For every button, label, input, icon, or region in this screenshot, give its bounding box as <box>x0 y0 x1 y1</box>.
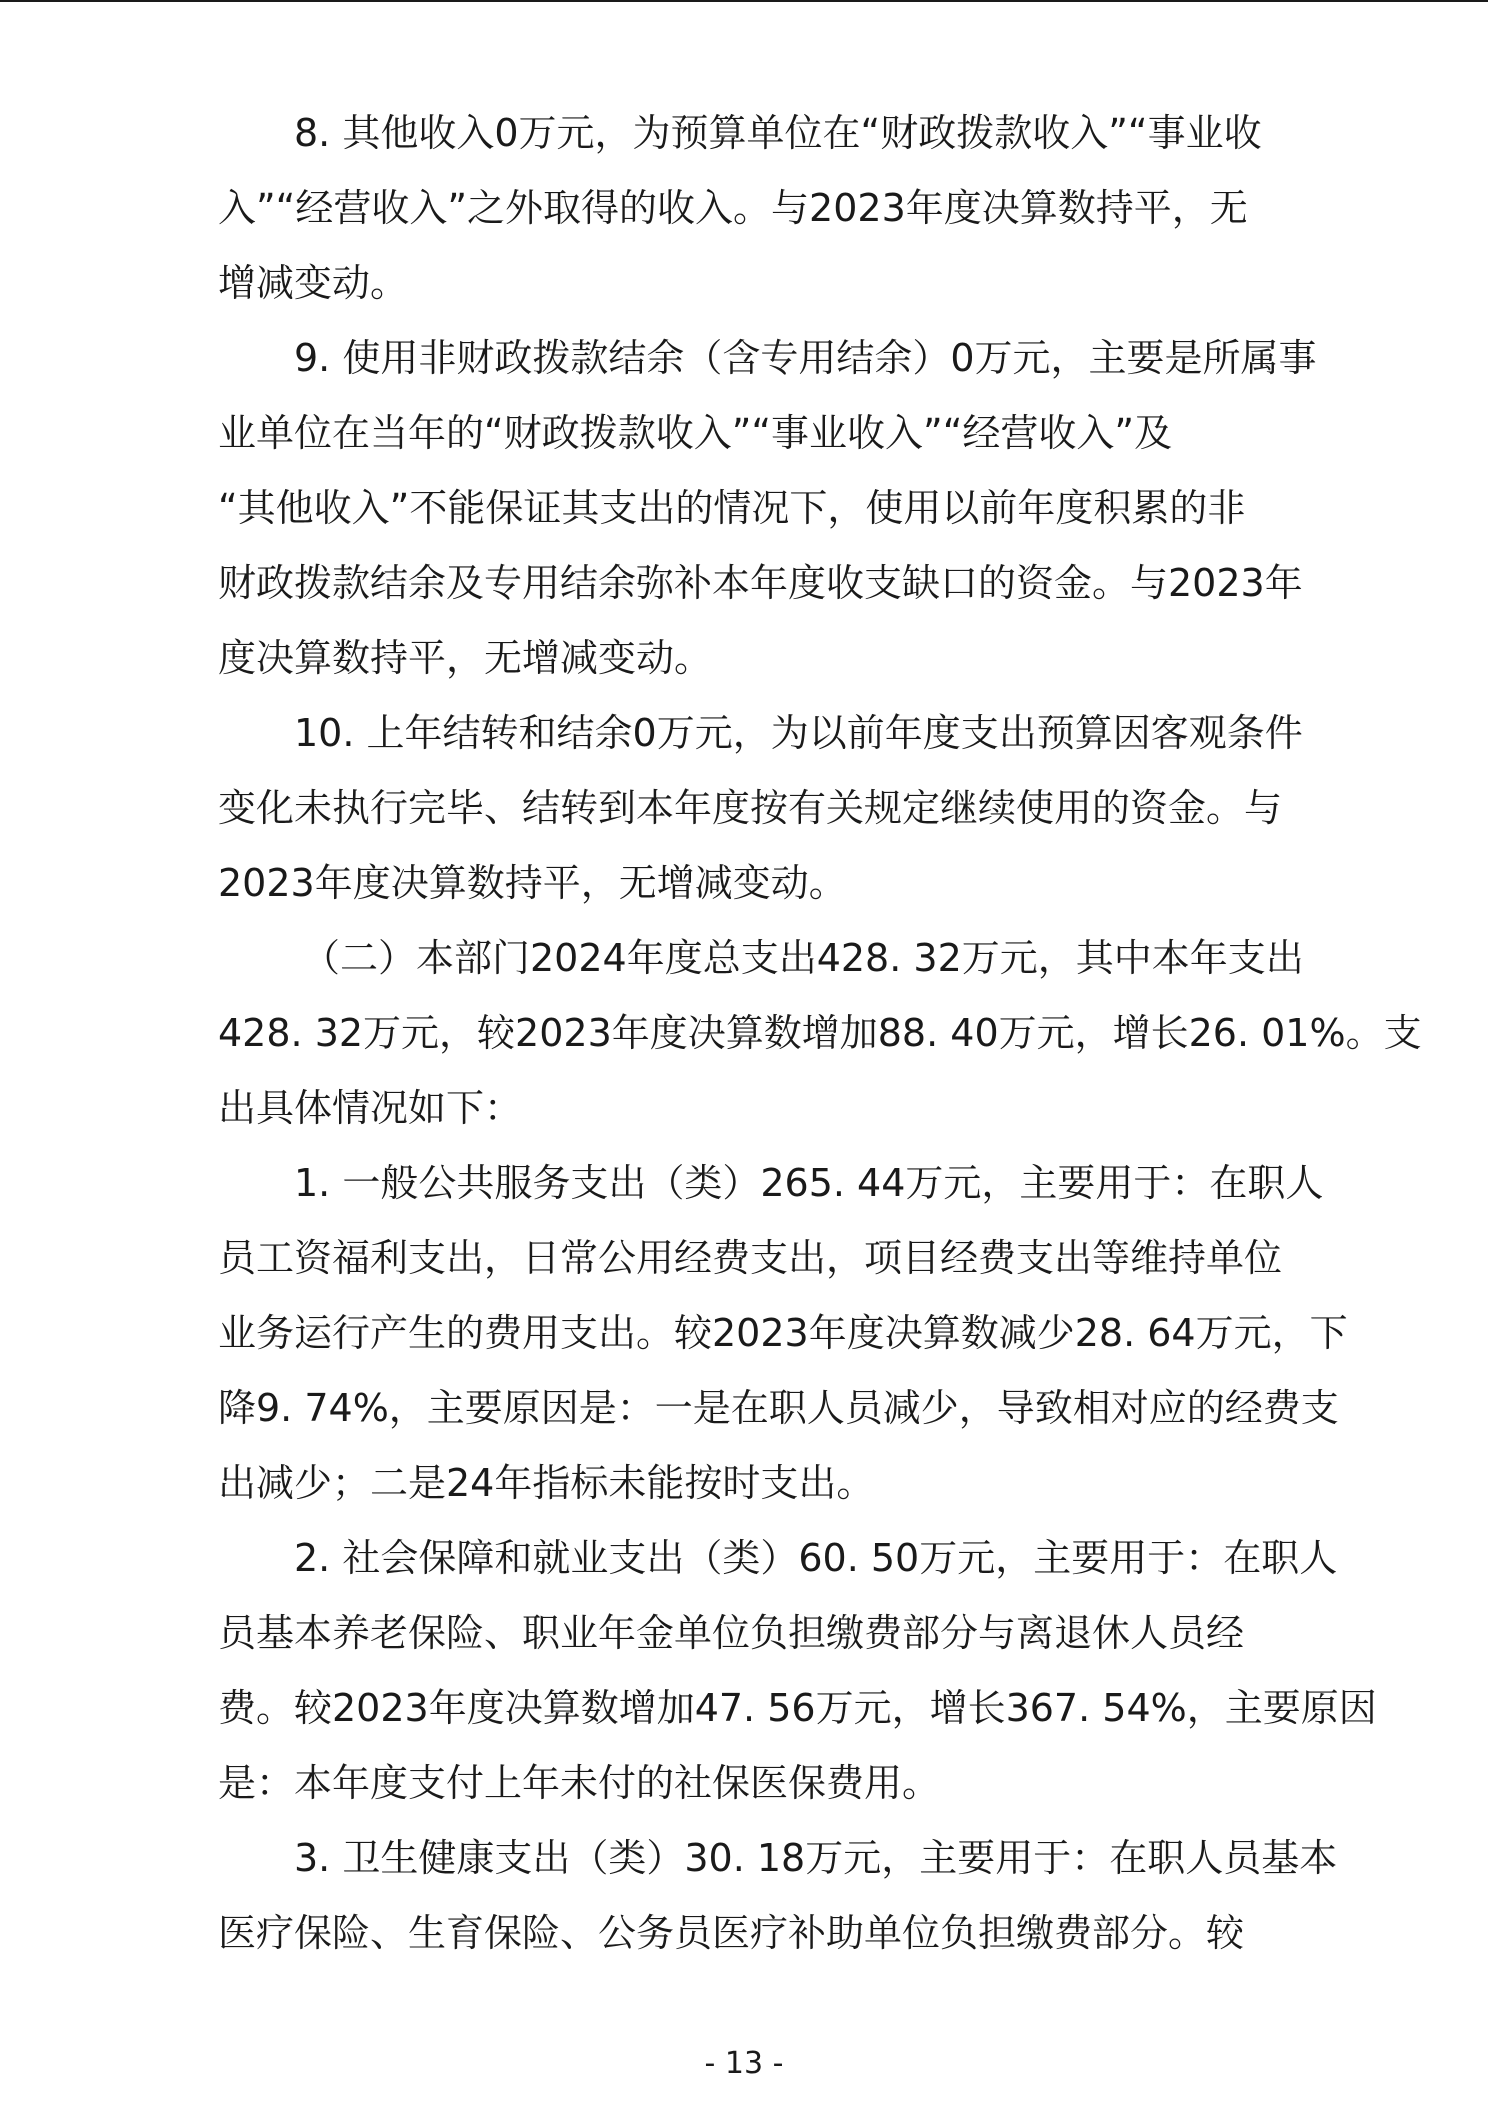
item-1-line-1: 1. 一般公共服务支出（类）265. 44万元，主要用于：在职人 <box>294 1161 1324 1205</box>
item-2-line-4: 是：本年度支付上年未付的社保医保费用。 <box>218 1761 941 1805</box>
paragraph-10-line-2: 变化未执行完毕、结转到本年度按有关规定继续使用的资金。与 <box>218 786 1283 830</box>
item-3-line-1: 3. 卫生健康支出（类）30. 18万元，主要用于：在职人员基本 <box>294 1836 1338 1880</box>
item-1-line-2: 员工资福利支出，日常公用经费支出，项目经费支出等维持单位 <box>218 1236 1283 1280</box>
item-1-line-4: 降9. 74%，主要原因是：一是在职人员减少，导致相对应的经费支 <box>218 1386 1339 1430</box>
paragraph-9-line-5: 度决算数持平，无增减变动。 <box>218 636 713 680</box>
section-2-line-3: 出具体情况如下： <box>218 1086 523 1130</box>
paragraph-8-line-3: 增减变动。 <box>218 261 409 305</box>
body-text <box>218 96 1422 1971</box>
paragraph-8-line-1: 8. 其他收入0万元，为预算单位在“财政拨款收入”“事业收 <box>294 111 1262 155</box>
section-2-line-2: 428. 32万元，较2023年度决算数增加88. 40万元，增长26. 01%。支 <box>218 1011 1422 1055</box>
item-2-line-1: 2. 社会保障和就业支出（类）60. 50万元，主要用于：在职人 <box>294 1536 1338 1580</box>
paragraph-9-line-2: 业单位在当年的“财政拨款收入”“事业收入”“经营收入”及 <box>218 411 1173 455</box>
item-3-line-2: 医疗保险、生育保险、公务员医疗补助单位负担缴费部分。较 <box>218 1911 1245 1955</box>
paragraph-10-line-1: 10. 上年结转和结余0万元，为以前年度支出预算因客观条件 <box>294 711 1303 755</box>
section-2-line-1: （二）本部门2024年度总支出428. 32万元，其中本年支出 <box>302 936 1304 980</box>
paragraph-10-line-3: 2023年度决算数持平，无增减变动。 <box>218 861 847 905</box>
page-number: - 13 - <box>704 2046 784 2081</box>
paragraph-9-line-4: 财政拨款结余及专用结余弥补本年度收支缺口的资金。与2023年 <box>218 561 1303 605</box>
item-1-line-5: 出减少；二是24年指标未能按时支出。 <box>218 1461 875 1505</box>
paragraph-9-line-3: “其他收入”不能保证其支出的情况下，使用以前年度积累的非 <box>218 486 1246 530</box>
item-2-line-3: 费。较2023年度决算数增加47. 56万元，增长367. 54%，主要原因 <box>218 1686 1377 1730</box>
paragraph-8-line-2: 入”“经营收入”之外取得的收入。与2023年度决算数持平，无 <box>218 186 1248 230</box>
item-1-line-3: 业务运行产生的费用支出。较2023年度决算数减少28. 64万元，下 <box>218 1311 1348 1355</box>
paragraph-9-line-1: 9. 使用非财政拨款结余（含专用结余）0万元，主要是所属事 <box>294 336 1317 380</box>
item-2-line-2: 员基本养老保险、职业年金单位负担缴费部分与离退休人员经 <box>218 1611 1245 1655</box>
